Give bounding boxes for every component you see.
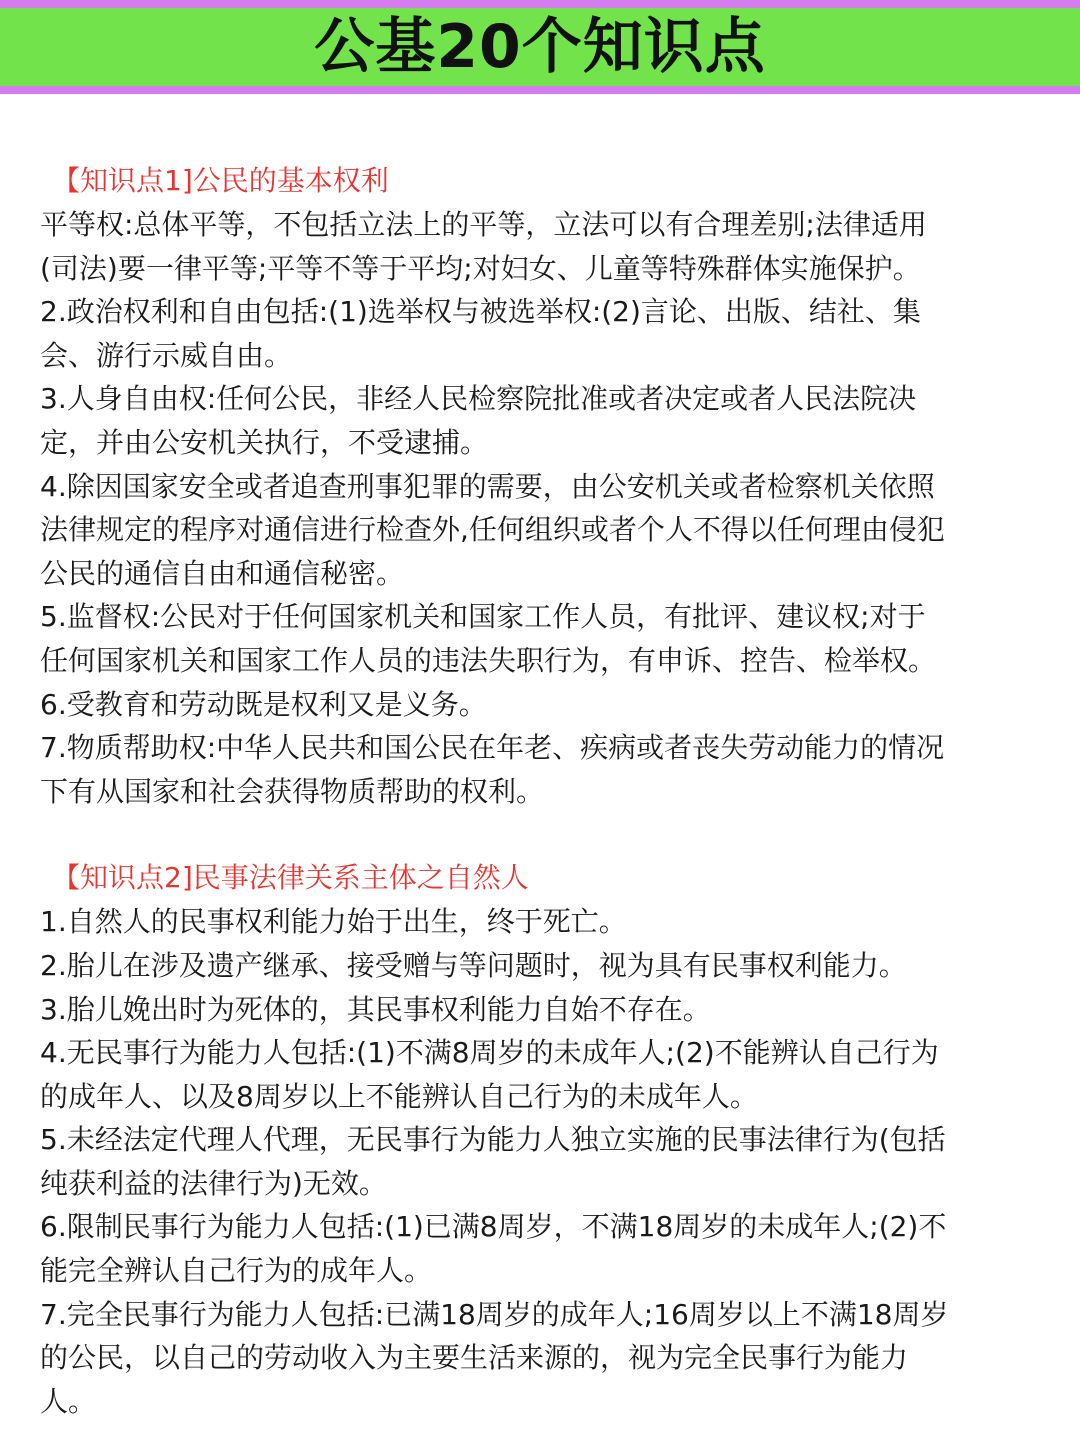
section-heading: 【知识点1]公民的基本权利 xyxy=(52,164,389,197)
text-line: 5.未经法定代理人代理，无民事行为能力人独立实施的民事法律行为(包括 xyxy=(40,1123,946,1157)
text-line: 下有从国家和社会获得物质帮助的权利。 xyxy=(40,774,545,808)
text-line: 4.无民事行为能力人包括:(1)不满8周岁的未成年人;(2)不能辨认自己行为 xyxy=(40,1036,939,1070)
content-body xyxy=(40,159,1050,1423)
text-line: 公民的通信自由和通信秘密。 xyxy=(40,556,405,590)
section-2 xyxy=(40,856,1050,1423)
text-line: 6.限制民事行为能力人包括:(1)已满8周岁，不满18周岁的未成年人;(2)不 xyxy=(40,1210,947,1244)
text-line: 的公民，以自己的劳动收入为主要生活来源的，视为完全民事行为能力 xyxy=(40,1341,909,1375)
text-line: 定，并由公安机关执行，不受逮捕。 xyxy=(40,425,489,459)
text-line: 人。 xyxy=(40,1384,97,1418)
text-line: 7.完全民事行为能力人包括:已满18周岁的成年人;16周岁以上不满18周岁 xyxy=(40,1297,949,1331)
text-line: 纯获利益的法律行为)无效。 xyxy=(40,1166,387,1200)
text-line: 的成年人、以及8周岁以上不能辨认自己行为的未成年人。 xyxy=(40,1079,758,1113)
text-line: 会、游行示威自由。 xyxy=(40,338,293,372)
text-line: 5.监督权:公民对于任何国家机关和国家工作人员，有批评、建议权;对于 xyxy=(40,600,926,634)
section-1 xyxy=(40,159,1050,813)
section-spacer xyxy=(40,813,1050,856)
text-line: 3.胎儿娩出时为死体的，其民事权利能力自始不存在。 xyxy=(40,992,711,1026)
text-line: 2.政治权利和自由包括:(1)选举权与被选举权:(2)言论、出版、结社、集 xyxy=(40,295,921,329)
text-line: 2.胎儿在涉及遗产继承、接受赠与等问题时，视为具有民事权利能力。 xyxy=(40,948,907,982)
section-heading: 【知识点2]民事法律关系主体之自然人 xyxy=(52,861,529,895)
text-line: 平等权:总体平等，不包括立法上的平等，立法可以有合理差别;法律适用 xyxy=(40,208,927,241)
text-line: 法律规定的程序对通信进行检查外,任何组织或者个人不得以任何理由侵犯 xyxy=(40,513,945,547)
text-line: 6.受教育和劳动既是权利又是义务。 xyxy=(40,687,487,721)
text-line: 4.除因国家安全或者追查刑事犯罪的需要，由公安机关或者检察机关依照 xyxy=(40,469,935,503)
text-line: 3.人身自由权:任何公民，非经人民检察院批准或者决定或者人民法院决 xyxy=(40,382,917,416)
title-bottom-border xyxy=(0,86,1080,94)
text-line: 能完全辨认自己行为的成年人。 xyxy=(40,1254,433,1288)
text-line: 1.自然人的民事权利能力始于出生，终于死亡。 xyxy=(40,905,627,939)
text-line: (司法)要一律平等;平等不等于平均;对妇女、儿童等特殊群体实施保护。 xyxy=(40,251,921,285)
page-title: 公基20个知识点 xyxy=(314,12,766,82)
text-line: 7.物质帮助权:中华人民共和国公民在年老、疾病或者丧失劳动能力的情况 xyxy=(40,731,945,765)
text-line: 任何国家机关和国家工作人员的违法失职行为，有申诉、控告、检举权。 xyxy=(40,643,937,677)
title-banner xyxy=(0,8,1080,86)
title-top-border xyxy=(0,0,1080,8)
